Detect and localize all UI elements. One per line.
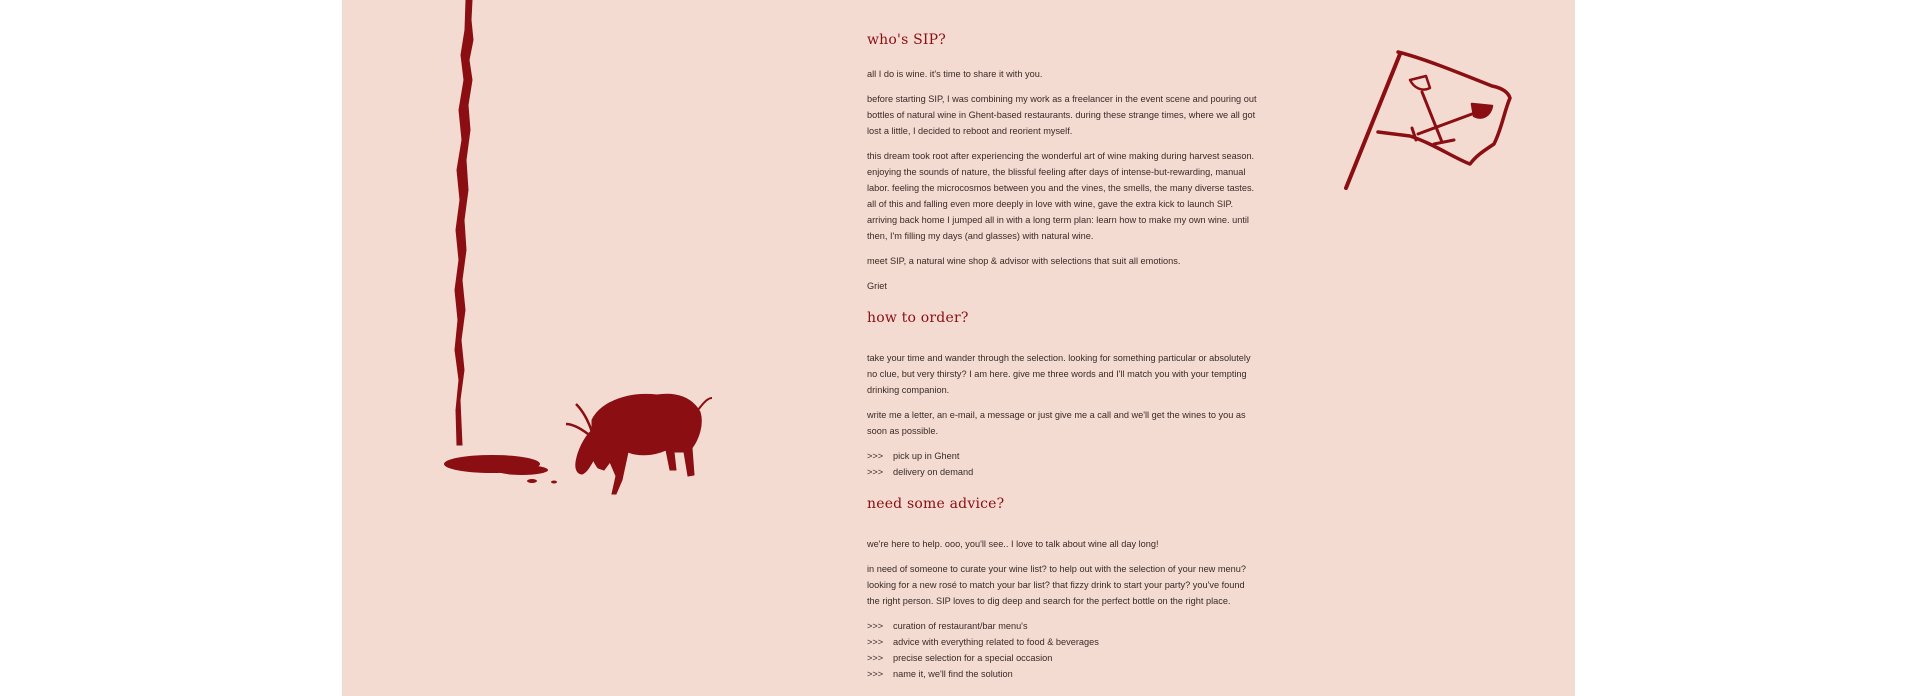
about-paragraph: meet SIP, a natural wine shop & advisor with selections that suit all emotions. [867,256,1181,266]
about-signature: Griet [867,281,887,291]
about-paragraph: this dream took root after experiencing the wonderful art of wine making during harvest season. enjoying the sounds of nature, the blissful feeling after days of intense-but-rewarding, manual labor. feeling the microcosmos between you and the vines, the smells, the many diverse tastes. all of this and falling even more deeply in love with wine, gave the extra kick to launch SIP. arriving back home I jumped all in with a long term plan: learn how to make my own wine. until then, I'm filling my days (and glasses) with natural wine. [867,151,1255,241]
order-title: how to order? [867,310,969,326]
about-section [867,32,1257,294]
wine-flag-illustration [1342,48,1522,198]
advice-paragraph: we're here to help. ooo, you'll see.. I love to talk about wine all day long! [867,539,1159,549]
order-paragraph: write me a letter, an e-mail, a message or just give me a call and we'll get the wines to you as soon as possible. [867,410,1246,436]
bullet-text: pick up in Ghent [893,451,960,461]
bullet-text: curation of restaurant/bar menu's [893,621,1028,631]
list-item [867,666,1257,682]
advice-section [867,496,1257,682]
bullet-marker: >>> [867,637,884,647]
page-panel [342,0,1575,696]
order-section [867,310,1257,480]
wine-pour-goat-illustration [442,0,712,500]
main-content [867,32,1257,696]
list-item [867,634,1257,650]
about-title: who's SIP? [867,32,946,48]
bullet-text: advice with everything related to food & beverages [893,637,1099,647]
bullet-marker: >>> [867,467,884,477]
bullet-text: delivery on demand [893,467,974,477]
list-item [867,618,1257,634]
advice-title: need some advice? [867,496,1005,512]
about-paragraph: before starting SIP, I was combining my work as a freelancer in the event scene and pouring out bottles of natural wine in Ghent-based restaurants. during these strange times, where we all got lost a little, I decided to reboot and reorient myself. [867,94,1257,136]
advice-paragraph: in need of someone to curate your wine list? to help out with the selection of your new menu? looking for a new rosé to match your bar list? that fizzy drink to start your party? you've found the right person. SIP loves to dig deep and search for the perfect bottle on the right place. [867,564,1246,606]
bullet-marker: >>> [867,451,884,461]
list-item [867,464,1257,480]
list-item [867,650,1257,666]
bullet-marker: >>> [867,669,884,679]
order-options-list [867,448,1257,480]
bullet-text: precise selection for a special occasion [893,653,1053,663]
order-paragraph: take your time and wander through the selection. looking for something particular or absolutely no clue, but very thirsty? I am here. give me three words and I'll match you with your tempting drinking companion. [867,353,1251,395]
list-item [867,448,1257,464]
advice-services-list [867,618,1257,682]
bullet-marker: >>> [867,621,884,631]
bullet-text: name it, we'll find the solution [893,669,1013,679]
bullet-marker: >>> [867,653,884,663]
about-paragraph: all I do is wine. it's time to share it with you. [867,69,1043,79]
